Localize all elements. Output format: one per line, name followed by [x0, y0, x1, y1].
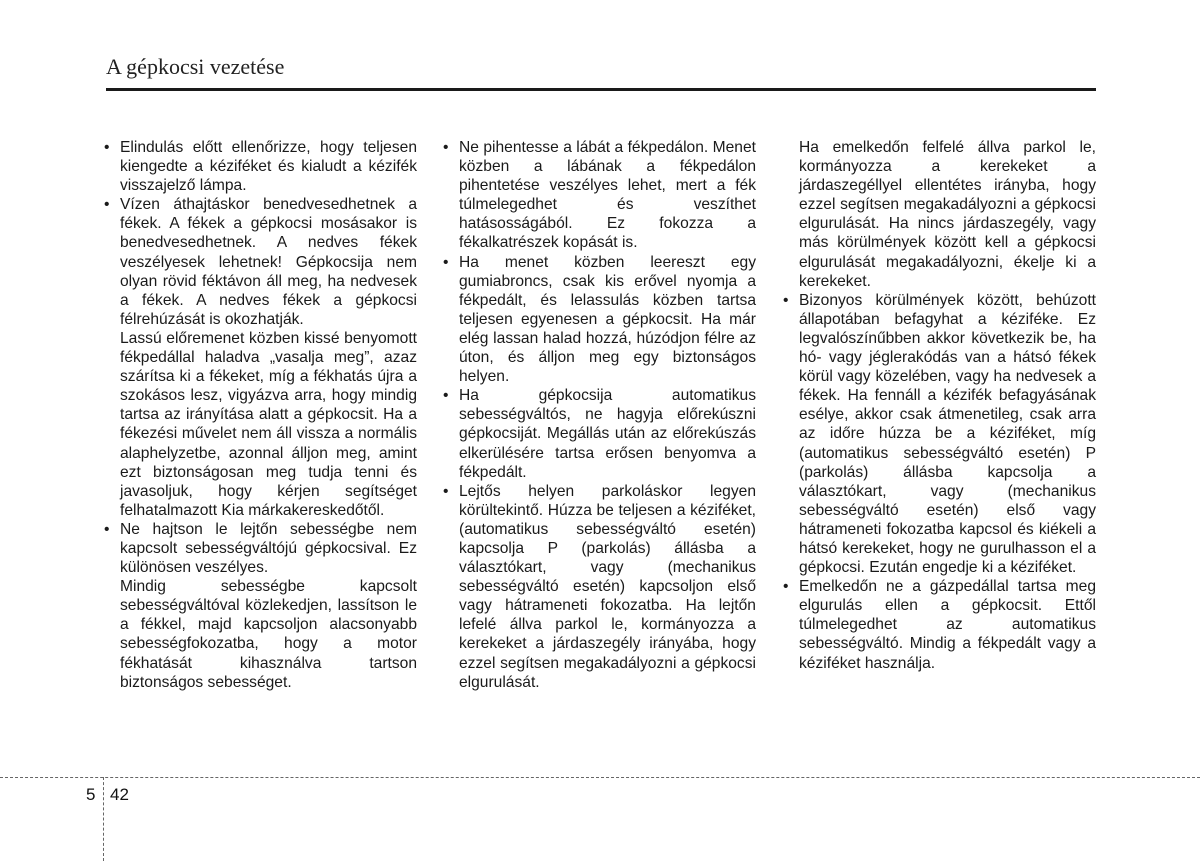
continuation-paragraph: Lassú előremenet közben kissé benyomott fékpedállal haladva „vasalja meg”, azaz szárítsa ki a fékeket, míg a fékhatás újra a szokásos lesz, vigyázva arra, hogy mindig tartsa az irányítása alatt a gépkocsit. Ha a fékezési művelet nem áll vissza a normális alaphelyzetbe, azonnal álljon meg, amint ezt biztonságosan meg tudja tenni és javasoljuk, hogy kérjen segítséget felhatalmazott Kia márkakereskedőtől. [120, 329, 417, 519]
bullet-glyph: • [443, 482, 449, 500]
bullet-item [104, 138, 417, 195]
continuation-paragraph: Ha emelkedőn felfelé állva parkol le, kormányozza a kerekeket a járdaszegéllyel ellentétes irányba, hogy ezzel segítsen megakadályozni a gépkocsi elgurulását. Ha nincs járdaszegély, vagy más körülmények között kell a gépkocsi elgurulását megakadályozni, ékelje ki a kerekeket. [799, 139, 1096, 290]
bullet-text: Vízen áthajtáskor benedvesedhetnek a fékek. A fékek a gépkocsi mosásakor is benedvesedhetnek. A nedves fékek veszélyesek lehetnek! Gépkocsija nem olyan rövid féktávon áll meg, ha nedvesek a fékek. A nedves fékek a gépkocsi félrehúzását is okozhatják. [120, 196, 417, 328]
bullet-glyph: • [443, 139, 449, 156]
text-column-3 [783, 138, 1096, 673]
bullet-item [783, 291, 1096, 577]
header-divider [106, 88, 1096, 91]
page-number: 42 [110, 785, 129, 804]
bullet-glyph: • [104, 196, 110, 214]
continuation-paragraph: Mindig sebességbe kapcsolt sebességváltóval közlekedjen, lassítson le a fékkel, majd kapcsoljon alacsonyabb sebességfokozatba, hogy a motor fékhatását kihasználva tartson biztonságos sebességet. [120, 578, 417, 691]
footer-vertical-divider [103, 777, 104, 861]
bullet-glyph: • [783, 578, 789, 596]
bullet-text: Ha menet közben leereszt egy gumiabroncs, csak kis erővel nyomja a fékpedált, és lelassulás közben tartsa teljesen egyenesen a gépkocsit. Ha már elég lassan halad hozzá, húzódjon félre az úton, és álljon meg egy biztonságos helyen. [459, 253, 756, 386]
bullet-item [104, 520, 417, 577]
bullet-glyph: • [104, 139, 110, 156]
bullet-glyph: • [443, 387, 449, 405]
bullet-text: Lejtős helyen parkoláskor legyen körültekintő. Húzza be teljesen a kéziféket, (automatikus sebességváltó esetén) kapcsolja P (parkolás) állásba a választókart, vagy (mechanikus sebességváltó esetén) kapcsoljon első vagy hátrameneti fokozatba. Ha lejtőn lefelé állva parkol le, kormányozza a kerekeket a járdaszegély irányába, hogy ezzel segítsen megakadályozni a gépkocsi elgurulását. [459, 482, 756, 691]
text-column-2 [443, 138, 756, 692]
bullet-text: Bizonyos körülmények között, behúzott állapotában befagyhat a kéziféke. Ez legvalószínűbben akkor következik be, ha hó- vagy jéglerakódás van a hátsó fékek körül vagy közelében, vagy ha nedvesek a fékek. Ha fennáll a kézifék befagyásának esélye, akkor csak átmenetileg, csak arra az időre húzza be a kéziféket, míg (automatikus sebességváltó esetén) P (parkolás) állásba kapcsolja a választókart, vagy (mechanikus sebességváltó esetén) első vagy hátrameneti fokozatba kapcsol és kiékeli a hátsó kerekeket, hogy ne gurulhasson el a gépkocsi. Ezután engedje ki a kéziféket. [799, 291, 1096, 577]
page-title: A gépkocsi vezetése [106, 54, 285, 79]
bullet-item [443, 386, 756, 481]
bullet-text: Ne pihentesse a lábát a fékpedálon. Menet közben a lábának a fékpedálon pihentetése veszélyes lehet, mert a fék túlmelegedhet és veszíthet hatásosságából. Ez fokozza a fékalkatrészek kopását is. [459, 139, 756, 252]
section-number: 5 [86, 785, 96, 804]
bullet-glyph: • [443, 253, 449, 271]
text-column-1 [104, 138, 417, 692]
bullet-text: Elindulás előtt ellenőrizze, hogy teljesen kiengedte a kéziféket és kialudt a kézifék visszajelző lámpa. [120, 139, 417, 195]
bullet-item [443, 138, 756, 253]
footer-divider [0, 777, 1200, 778]
bullet-item [443, 482, 756, 692]
bullet-item [443, 253, 756, 387]
bullet-glyph: • [104, 520, 110, 538]
bullet-glyph: • [783, 291, 789, 309]
bullet-item [783, 577, 1096, 672]
bullet-text: Emelkedőn ne a gázpedállal tartsa meg elgurulás ellen a gépkocsit. Ettől túlmelegedhet az automatikus sebességváltó. Mindig a fékpedált vagy a kéziféket használja. [799, 578, 1096, 672]
bullet-text: Ne hajtson le lejtőn sebességbe nem kapcsolt sebességváltójú gépkocsival. Ez különösen veszélyes. [120, 520, 417, 577]
bullet-text: Ha gépkocsija automatikus sebességváltós, ne hagyja előrekúszni gépkocsiját. Megállás után az előrekúszás elkerülésére tartsa erősen benyomva a fékpedált. [459, 387, 756, 481]
bullet-item [104, 195, 417, 329]
